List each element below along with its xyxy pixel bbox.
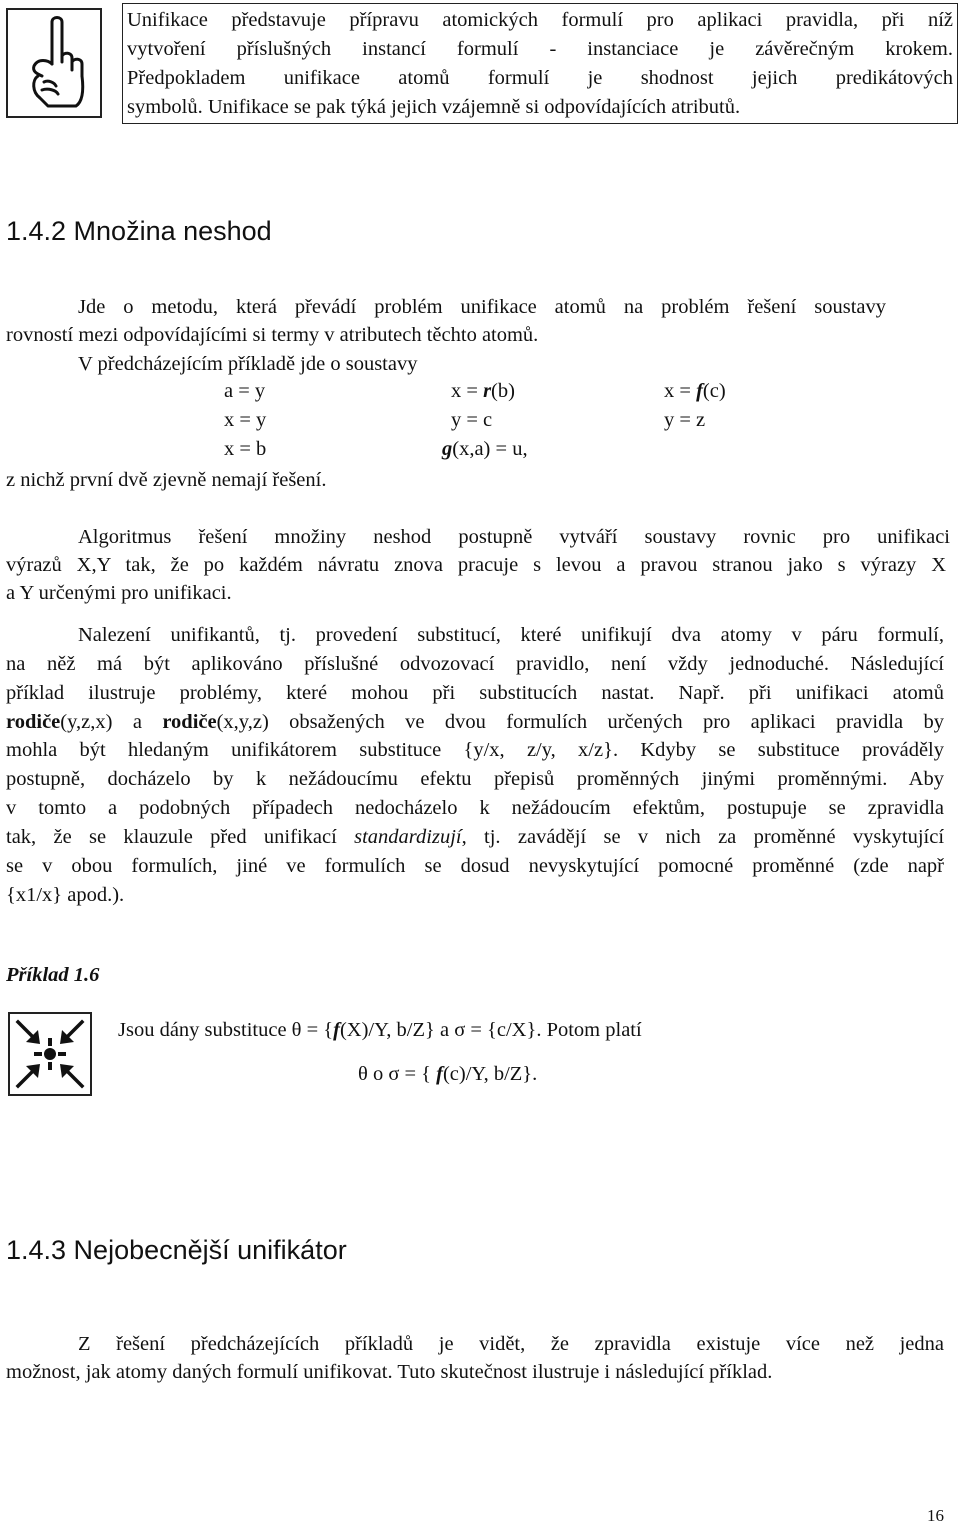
paragraph-line: mohla být hledaným unifikátorem substituce {y/x, z/y, x/z}. Kdyby se substituce prováděly xyxy=(6,739,944,761)
equation: x = b xyxy=(224,438,267,460)
paragraph-line: postupně, docházelo by k nežádoucímu efektu přepisů proměnných jinými proměnnými. Aby xyxy=(6,768,944,790)
pointing-hand-icon xyxy=(6,8,102,118)
paragraph-line: tak, že se klauzule před unifikací standardizují, tj. zavádějí se v nich za proměnné vyskytující xyxy=(6,826,945,848)
equation: y = c xyxy=(451,409,493,431)
equation: x = r(b) xyxy=(451,380,515,402)
paragraph-line: {x1/x} apod.). xyxy=(6,884,125,906)
paragraph-line: Jde o metodu, která převádí problém unifikace atomů na problém řešení soustavy xyxy=(78,296,886,318)
paragraph-line: a Y určenými pro unifikaci. xyxy=(6,582,232,604)
example-line: θ o σ = { f(c)/Y, b/Z}. xyxy=(358,1063,538,1085)
paragraph-line: rovností mezi odpovídajícími si termy v atributech těchto atomů. xyxy=(6,324,539,346)
note-line: Unifikace představuje přípravu atomických formulí pro aplikaci pravidla, při níž xyxy=(127,9,953,31)
paragraph-line: v tomto a podobných případech nedocházelo k nežádoucím efektům, postupuje se zpravidla xyxy=(6,797,944,819)
paragraph-line: na něž má být aplikováno příslušné odvozovací pravidlo, není vždy jednoduché. Následující xyxy=(6,653,944,675)
equation: a = y xyxy=(224,380,266,402)
page-number: 16 xyxy=(927,1506,944,1525)
predicate-name: rodiče xyxy=(162,711,217,733)
paragraph-line: výrazů X,Y tak, že po každém návratu znova pracuje s levou a pravou stranou jako s výrazy X xyxy=(6,554,946,576)
paragraph-line: V předcházejícím příkladě jde o soustavy xyxy=(78,353,418,375)
paragraph-line: Algoritmus řešení množiny neshod postupně vytváří soustavy rovnic pro unifikaci xyxy=(78,526,950,548)
example-line: Jsou dány substituce θ = {f(X)/Y, b/Z} a σ = {c/X}. Potom platí xyxy=(118,1019,642,1041)
paragraph-line: z nichž první dvě zjevně nemají řešení. xyxy=(6,469,327,491)
paragraph-line: Nalezení unifikantů, tj. provedení substitucí, které unifikují dva atomy v páru formulí, xyxy=(78,624,944,646)
paragraph-line: se v obou formulích, jiné ve formulích se dosud nevyskytující pomocné proměnné (zde např xyxy=(6,855,944,877)
arrows-converge-icon xyxy=(8,1012,92,1096)
note-line: vytvoření příslušných instancí formulí - instanciace je závěrečným krokem. xyxy=(127,38,953,60)
paragraph-line: rodiče(y,z,x) a rodiče(x,y,z) obsažených ve dvou formulích určených pro aplikaci pravidla by xyxy=(6,711,944,733)
note-box xyxy=(122,3,958,124)
equation: y = z xyxy=(664,409,706,431)
equation: x = y xyxy=(224,409,267,431)
paragraph-line: příklad ilustruje problémy, které mohou při substitucích nastat. Např. při unifikaci atomů xyxy=(6,682,944,704)
note-line: symbolů. Unifikace se pak týká jejich vzájemně si odpovídajících atributů. xyxy=(127,96,741,118)
section-heading: 1.4.3 Nejobecnější unifikátor xyxy=(6,1235,347,1265)
predicate-name: rodiče xyxy=(6,711,61,733)
equation: g(x,a) = u, xyxy=(442,438,528,460)
section-heading: 1.4.2 Množina neshod xyxy=(6,216,272,246)
paragraph-line: Z řešení předcházejících příkladů je vidět, že zpravidla existuje více než jedna xyxy=(78,1333,944,1355)
note-line: Předpokladem unifikace atomů formulí je shodnost jejich predikátových xyxy=(127,67,953,89)
equation: x = f(c) xyxy=(664,380,726,402)
paragraph-line: možnost, jak atomy daných formulí unifikovat. Tuto skutečnost ilustruje i následující příklad. xyxy=(6,1361,773,1383)
example-title: Příklad 1.6 xyxy=(6,964,100,986)
